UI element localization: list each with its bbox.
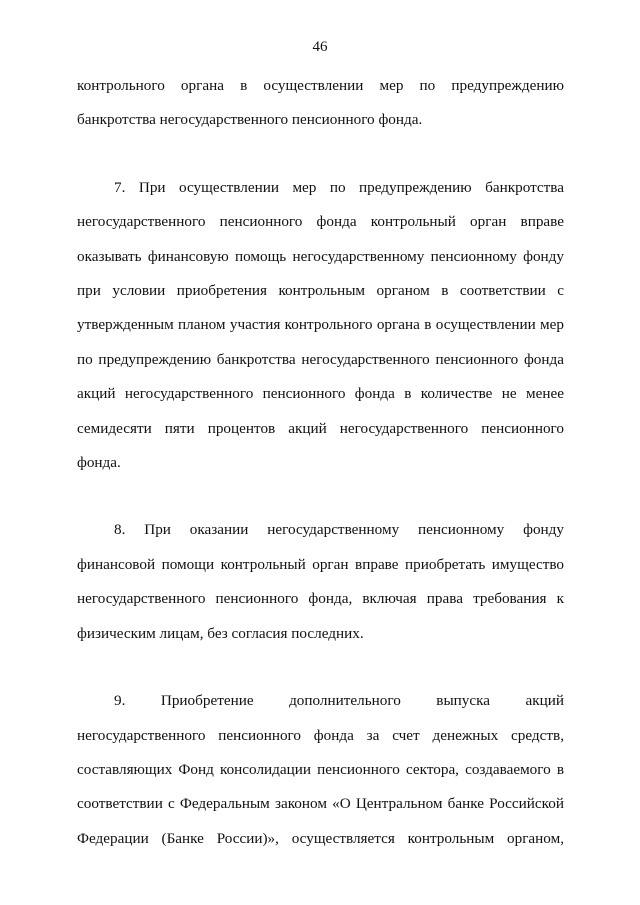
text-line: 7. При осуществлении мер по предупреждению банкротства <box>114 178 564 196</box>
text-line: при условии приобретения контрольным органом в соответствии с <box>77 282 564 300</box>
text-line: по предупреждению банкротства негосударственного пенсионного фонда <box>77 350 564 368</box>
text-line: 8. При оказании негосударственному пенсионному фонду <box>114 521 564 539</box>
text-line: фонда. <box>77 454 121 472</box>
text-line: физическим лицам, без согласия последних. <box>77 624 364 642</box>
text-line: составляющих Фонд консолидации пенсионного сектора, создаваемого в <box>77 760 564 778</box>
paragraph-8 <box>77 513 564 651</box>
paragraph-7 <box>77 171 564 481</box>
text-line: финансовой помощи контрольный орган вправе приобретать имущество <box>77 555 564 573</box>
text-line: утвержденным планом участия контрольного органа в осуществлении мер <box>77 316 564 334</box>
text-line: контрольного органа в осуществлении мер по предупреждению <box>77 77 564 94</box>
text-line: негосударственного пенсионного фонда контрольный орган вправе <box>77 213 564 231</box>
paragraph-9 <box>77 684 564 856</box>
text-line: акций негосударственного пенсионного фонда в количестве не менее <box>77 385 564 403</box>
document-body <box>77 69 564 856</box>
paragraph-continuation <box>77 69 564 138</box>
text-line: негосударственного пенсионного фонда за счет денежных средств, <box>77 726 564 744</box>
text-line: Федерации (Банке России)», осуществляется контрольным органом, <box>77 829 564 847</box>
text-line: 9. Приобретение дополнительного выпуска акций <box>114 692 564 710</box>
text-line: семидесяти пяти процентов акций негосударственного пенсионного <box>77 419 564 437</box>
text-line: негосударственного пенсионного фонда, включая права требования к <box>77 590 564 608</box>
text-line: банкротства негосударственного пенсионного фонда. <box>77 111 423 129</box>
text-line: соответствии с Федеральным законом «О Центральном банке Российской <box>77 795 564 813</box>
page-number: 46 <box>312 39 328 55</box>
text-line: оказывать финансовую помощь негосударственному пенсионному фонду <box>77 247 564 265</box>
